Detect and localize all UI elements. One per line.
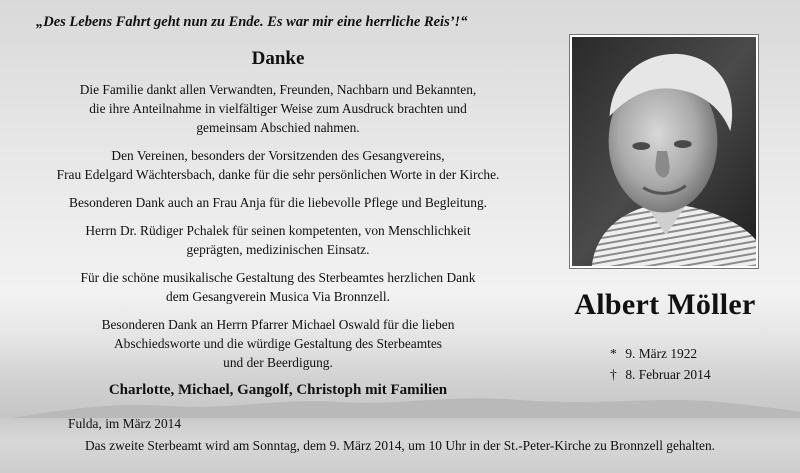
paragraph-line: und der Beerdigung. [223,355,333,370]
birth-date: 9. März 1922 [625,346,698,361]
portrait-photo-icon [572,37,756,266]
thanks-paragraph [18,221,538,259]
thanks-paragraph [18,80,538,137]
paragraph-line: Den Vereinen, besonders der Vorsitzenden des Gesangvereins, [111,148,445,163]
death-date: 8. Februar 2014 [625,367,711,382]
life-dates [610,343,711,385]
deceased-name: Albert Möller [574,288,756,321]
paragraph-line: gemeinsam Abschied nahmen. [196,120,360,135]
thanks-heading: Danke [251,48,305,69]
paragraph-line: geprägten, medizinischen Einsatz. [186,242,370,257]
paragraph-line: Frau Edelgard Wächtersbach, danke für die sehr persönlichen Worte in der Kirche. [56,167,500,182]
death-date-line [610,364,711,385]
memorial-service-notice: Das zweite Sterbeamt wird am Sonntag, dem 9. März 2014, um 10 Uhr in der St.-Peter-Kirche zu Bronnzell gehalten. [84,438,716,453]
paragraph-line: die ihre Anteilnahme in vielfältiger Weise zum Ausdruck brachten und [89,101,467,116]
death-cross-icon: † [610,367,617,382]
paragraph-line: Besonderen Dank auch an Frau Anja für die liebevolle Pflege und Begleitung. [69,195,487,210]
thanks-paragraph [18,193,538,212]
paragraph-line: Abschiedsworte und die würdige Gestaltung des Sterbeamtes [114,336,442,351]
thanks-paragraph [18,146,538,184]
paragraph-line: Besonderen Dank an Herrn Pfarrer Michael Oswald für die lieben [101,317,455,332]
paragraph-line: Herrn Dr. Rüdiger Pchalek für seinen kompetenten, von Menschlichkeit [85,223,471,238]
thanks-paragraph [18,268,538,306]
thanks-paragraph [18,315,538,372]
birth-date-line [610,343,711,364]
thanks-paragraphs [18,80,538,372]
portrait-frame [569,34,759,269]
place-date: Fulda, im März 2014 [68,416,182,431]
paragraph-line: Für die schöne musikalische Gestaltung des Sterbeamtes herzlichen Dank [80,270,476,285]
thanks-column [18,48,538,399]
paragraph-line: Die Familie dankt allen Verwandten, Freunden, Nachbarn und Bekannten, [79,82,477,97]
paragraph-line: dem Gesangverein Musica Via Bronnzell. [166,289,390,304]
signers-line: Charlotte, Michael, Gangolf, Christoph mit Familien [108,382,448,398]
birth-star-icon: * [610,346,617,361]
motto-quote: „Des Lebens Fahrt geht nun zu Ende. Es war mir eine herrliche Reis’!“ [36,14,468,30]
